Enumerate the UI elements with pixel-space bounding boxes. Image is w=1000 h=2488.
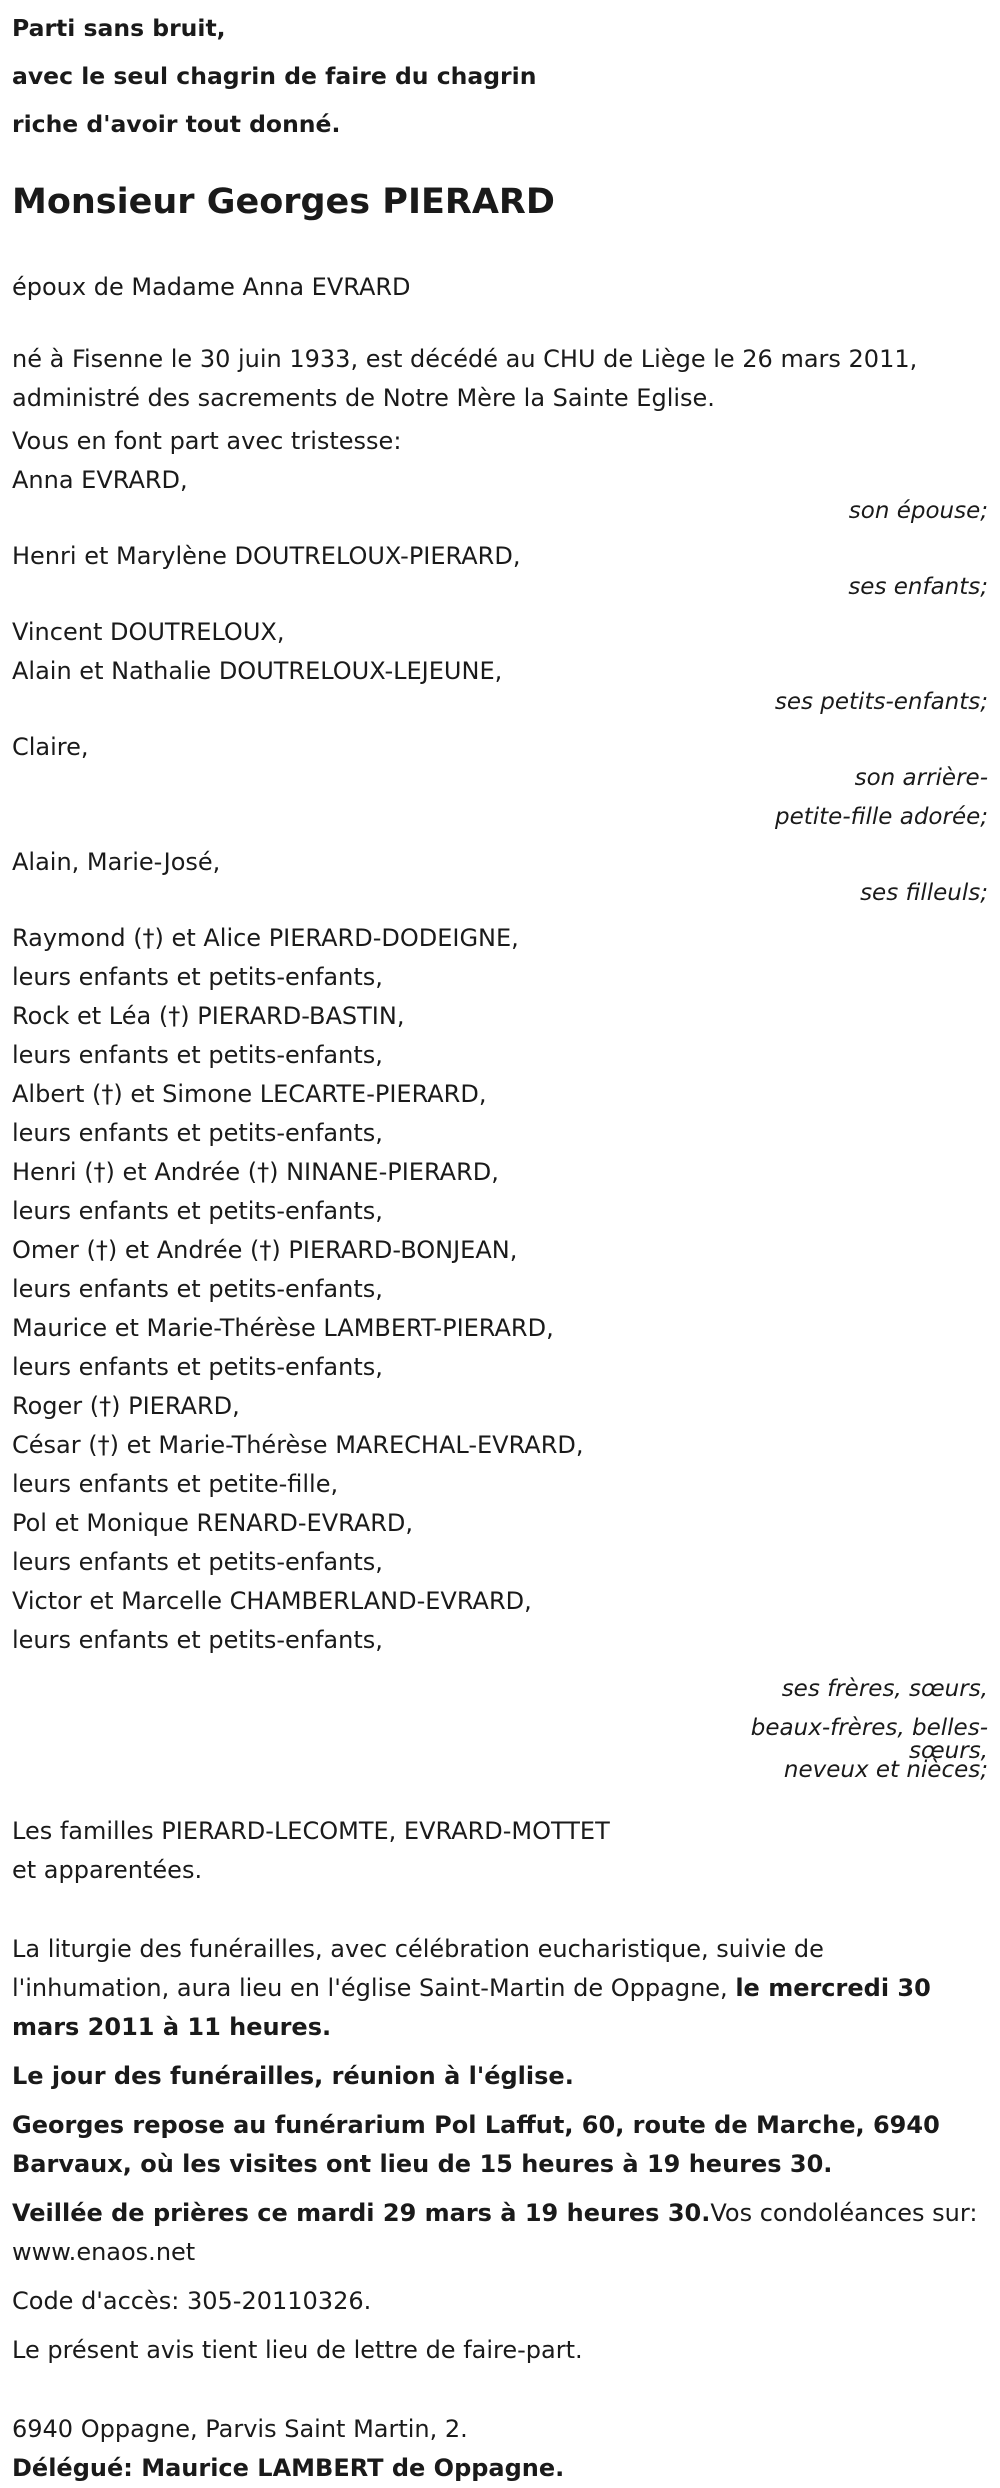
mourner-name: leurs enfants et petits-enfants, (12, 963, 383, 991)
mourner-name: Claire, (12, 733, 89, 761)
siblings-list (12, 919, 988, 1660)
liturgy-date: le mercredi 30 mars 2011 à 11 heures. (12, 1974, 931, 2041)
birth-line: administré des sacrements de Notre Mère la Sainte Eglise. (12, 384, 715, 412)
deceased-name: Monsieur Georges PIERARD (12, 182, 555, 222)
mourner-group-spouse (12, 461, 988, 531)
relation-label: ses frères, sœurs, beaux-frères, belles- sœurs, neveux et nièces; (750, 1676, 988, 1783)
mourner-name: Alain et Nathalie DOUTRELOUX-LEJEUNE, (12, 657, 503, 685)
reunion-info: Le jour des funérailles, réunion à l'église. (12, 2062, 574, 2090)
mourner-name: Albert (†) et Simone LECARTE-PIERARD, (12, 1080, 487, 1108)
mourner-name: Victor et Marcelle CHAMBERLAND-EVRARD, (12, 1587, 532, 1615)
mourner-name: Raymond (†) et Alice PIERARD-DODEIGNE, (12, 924, 519, 952)
birth-line: né à Fisenne le 30 juin 1933, est décédé au CHU de Liège le 26 mars 2011, (12, 345, 918, 373)
mourner-name: Maurice et Marie-Thérèse LAMBERT-PIERARD, (12, 1314, 554, 1342)
mourner-name: César (†) et Marie-Thérèse MARECHAL-EVRARD, (12, 1431, 584, 1459)
liturgy-info (12, 1930, 988, 2047)
mourner-group-siblings (12, 919, 988, 1784)
mourner-name: leurs enfants et petits-enfants, (12, 1275, 383, 1303)
delegate-line: Délégué: Maurice LAMBERT de Oppagne. (12, 2454, 565, 2482)
epigraph-line: riche d'avoir tout donné. (12, 110, 341, 138)
address-line: 6940 Oppagne, Parvis Saint Martin, 2. (12, 2415, 468, 2443)
notice-line: Le présent avis tient lieu de lettre de faire-part. (12, 2336, 583, 2364)
mourner-name: Alain, Marie-José, (12, 848, 221, 876)
mourner-name: Roger (†) PIERARD, (12, 1392, 240, 1420)
intro-line: Vous en font part avec tristesse: (12, 427, 402, 455)
mourner-name: Anna EVRARD, (12, 466, 188, 494)
epigraph-line: avec le seul chagrin de faire du chagrin (12, 62, 537, 90)
spouse-line: époux de Madame Anna EVRARD (12, 273, 411, 301)
vigil-date: Veillée de prières ce mardi 29 mars à 19 heures 30. (12, 2199, 711, 2227)
condolences-text: Vos condoléances sur: www.enaos.net (12, 2199, 978, 2266)
mourner-name: leurs enfants et petits-enfants, (12, 1548, 383, 1576)
relation-label: son épouse; (848, 498, 988, 524)
relation-label: ses enfants; (848, 574, 988, 600)
access-code: Code d'accès: 305-20110326. (12, 2287, 372, 2315)
mourner-name: leurs enfants et petite-fille, (12, 1470, 339, 1498)
mourner-name: Vincent DOUTRELOUX, (12, 618, 285, 646)
mourner-name: leurs enfants et petits-enfants, (12, 1041, 383, 1069)
mourner-group-children (12, 537, 988, 607)
funerarium-info: Georges repose au funérarium Pol Laffut, 60, route de Marche, 6940 Barvaux, où les visites ont lieu de 15 heures à 19 heures 30. (12, 2111, 940, 2178)
mourner-name: Rock et Léa (†) PIERARD-BASTIN, (12, 1002, 405, 1030)
vigil-info (12, 2194, 988, 2272)
families-line: Les familles PIERARD-LECOMTE, EVRARD-MOTTET (12, 1817, 610, 1845)
mourner-group-great-grandchild (12, 728, 988, 837)
mourner-name: Pol et Monique RENARD-EVRARD, (12, 1509, 414, 1537)
mourner-group-godchildren (12, 843, 988, 913)
mourner-name: Henri et Marylène DOUTRELOUX-PIERARD, (12, 542, 521, 570)
epigraph (12, 0, 988, 148)
mourner-name: leurs enfants et petits-enfants, (12, 1119, 383, 1147)
relation-label: son arrière- petite-fille adorée; (775, 765, 988, 830)
mourner-name: Henri (†) et Andrée (†) NINANE-PIERARD, (12, 1158, 499, 1186)
families-line: et apparentées. (12, 1856, 203, 1884)
epigraph-line: Parti sans bruit, (12, 14, 226, 42)
mourner-name: leurs enfants et petits-enfants, (12, 1353, 383, 1381)
relation-label: ses petits-enfants; (774, 689, 988, 715)
birth-info (12, 340, 988, 418)
relation-label: ses filleuls; (860, 880, 988, 906)
families-block (12, 1812, 988, 1890)
mourner-group-grandchildren (12, 613, 988, 722)
mourner-name: leurs enfants et petits-enfants, (12, 1197, 383, 1225)
mourner-name: leurs enfants et petits-enfants, (12, 1626, 383, 1654)
liturgy-text: La liturgie des funérailles, avec célébration eucharistique, suivie de l'inhumation, aura lieu en l'église Saint-Martin de Oppagne, (12, 1935, 824, 2002)
mourner-name: Omer (†) et Andrée (†) PIERARD-BONJEAN, (12, 1236, 518, 1264)
